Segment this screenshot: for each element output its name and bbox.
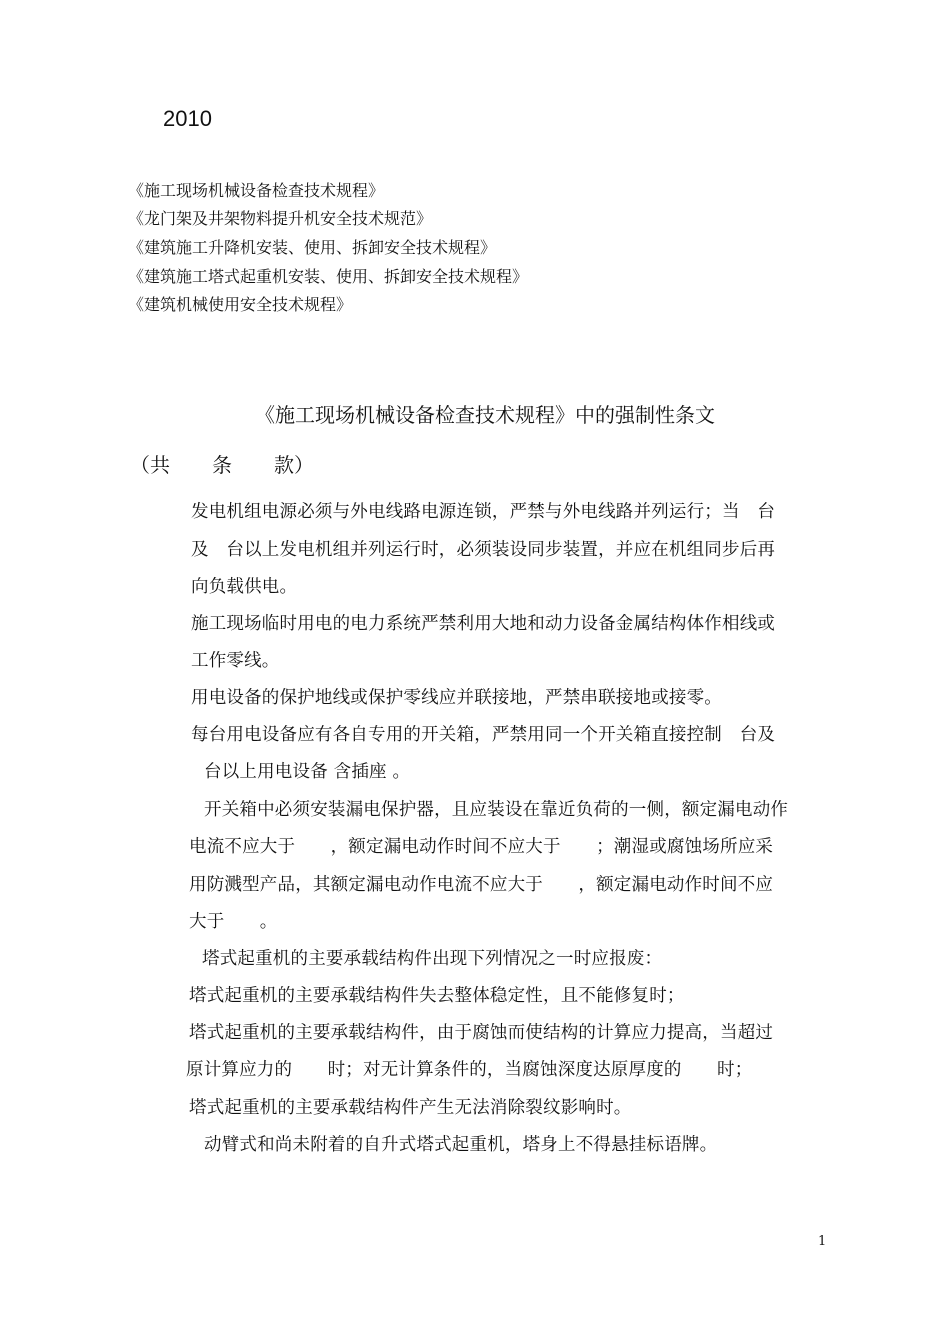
clause-line: 发电机组电源必须与外电线路电源连锁，严禁与外电线路并列运行；当 台 bbox=[191, 502, 776, 522]
page-number: 1 bbox=[818, 1234, 827, 1249]
reference-item: 《建筑施工塔式起重机安装、使用、拆卸安全技术规程》 bbox=[128, 267, 529, 286]
clause-line: 大于 。 bbox=[189, 912, 278, 932]
clause-line: 电流不应大于 ，额定漏电动作时间不应大于 ；潮湿或腐蚀场所应采 bbox=[189, 837, 774, 857]
clause-line: 用电设备的保护地线或保护零线应并联接地，严禁串联接地或接零。 bbox=[191, 688, 722, 708]
reference-item: 《施工现场机械设备检查技术规程》 bbox=[128, 181, 385, 200]
clause-count-close: 款） bbox=[274, 453, 314, 477]
clause-line: 开关箱中必须安装漏电保护器，且应装设在靠近负荷的一侧，额定漏电动作 bbox=[204, 800, 789, 820]
clause-line: 塔式起重机的主要承载结构件失去整体稳定性，且不能修复时； bbox=[189, 986, 685, 1006]
clause-count-middle: 条 bbox=[212, 453, 232, 477]
reference-item: 《龙门架及井架物料提升机安全技术规范》 bbox=[128, 209, 433, 228]
clause-line: 原计算应力的 时；对无计算条件的，当腐蚀深度达原厚度的 时； bbox=[186, 1060, 753, 1080]
year-heading: 2010 bbox=[163, 106, 212, 131]
clause-line: 用防溅型产品，其额定漏电动作电流不应大于 ，额定漏电动作时间不应 bbox=[189, 875, 774, 895]
clause-count-open: （共 bbox=[130, 453, 170, 477]
reference-item: 《建筑机械使用安全技术规程》 bbox=[128, 295, 353, 314]
clause-line: 动臂式和尚未附着的自升式塔式起重机，塔身上不得悬挂标语牌。 bbox=[204, 1135, 718, 1155]
clause-line: 施工现场临时用电的电力系统严禁利用大地和动力设备金属结构体作相线或 bbox=[191, 614, 776, 634]
clause-line: 及 台以上发电机组并列运行时，必须装设同步装置，并应在机组同步后再 bbox=[191, 540, 776, 560]
clause-line: 每台用电设备应有各自专用的开关箱，严禁用同一个开关箱直接控制 台及 bbox=[191, 725, 776, 745]
section-title: 《施工现场机械设备检查技术规程》中的强制性条文 bbox=[255, 403, 715, 427]
clause-line: 工作零线。 bbox=[191, 651, 280, 671]
clause-line: 塔式起重机的主要承载结构件出现下列情况之一时应报废： bbox=[202, 949, 663, 969]
clause-line: 台以上用电设备 含插座 。 bbox=[204, 762, 411, 782]
clause-line: 塔式起重机的主要承载结构件产生无法消除裂纹影响时。 bbox=[189, 1098, 632, 1118]
clause-line: 塔式起重机的主要承载结构件，由于腐蚀而使结构的计算应力提高，当超过 bbox=[189, 1023, 774, 1043]
reference-item: 《建筑施工升降机安装、使用、拆卸安全技术规程》 bbox=[128, 238, 497, 257]
clause-count bbox=[130, 449, 314, 478]
clause-line: 向负载供电。 bbox=[191, 577, 298, 597]
